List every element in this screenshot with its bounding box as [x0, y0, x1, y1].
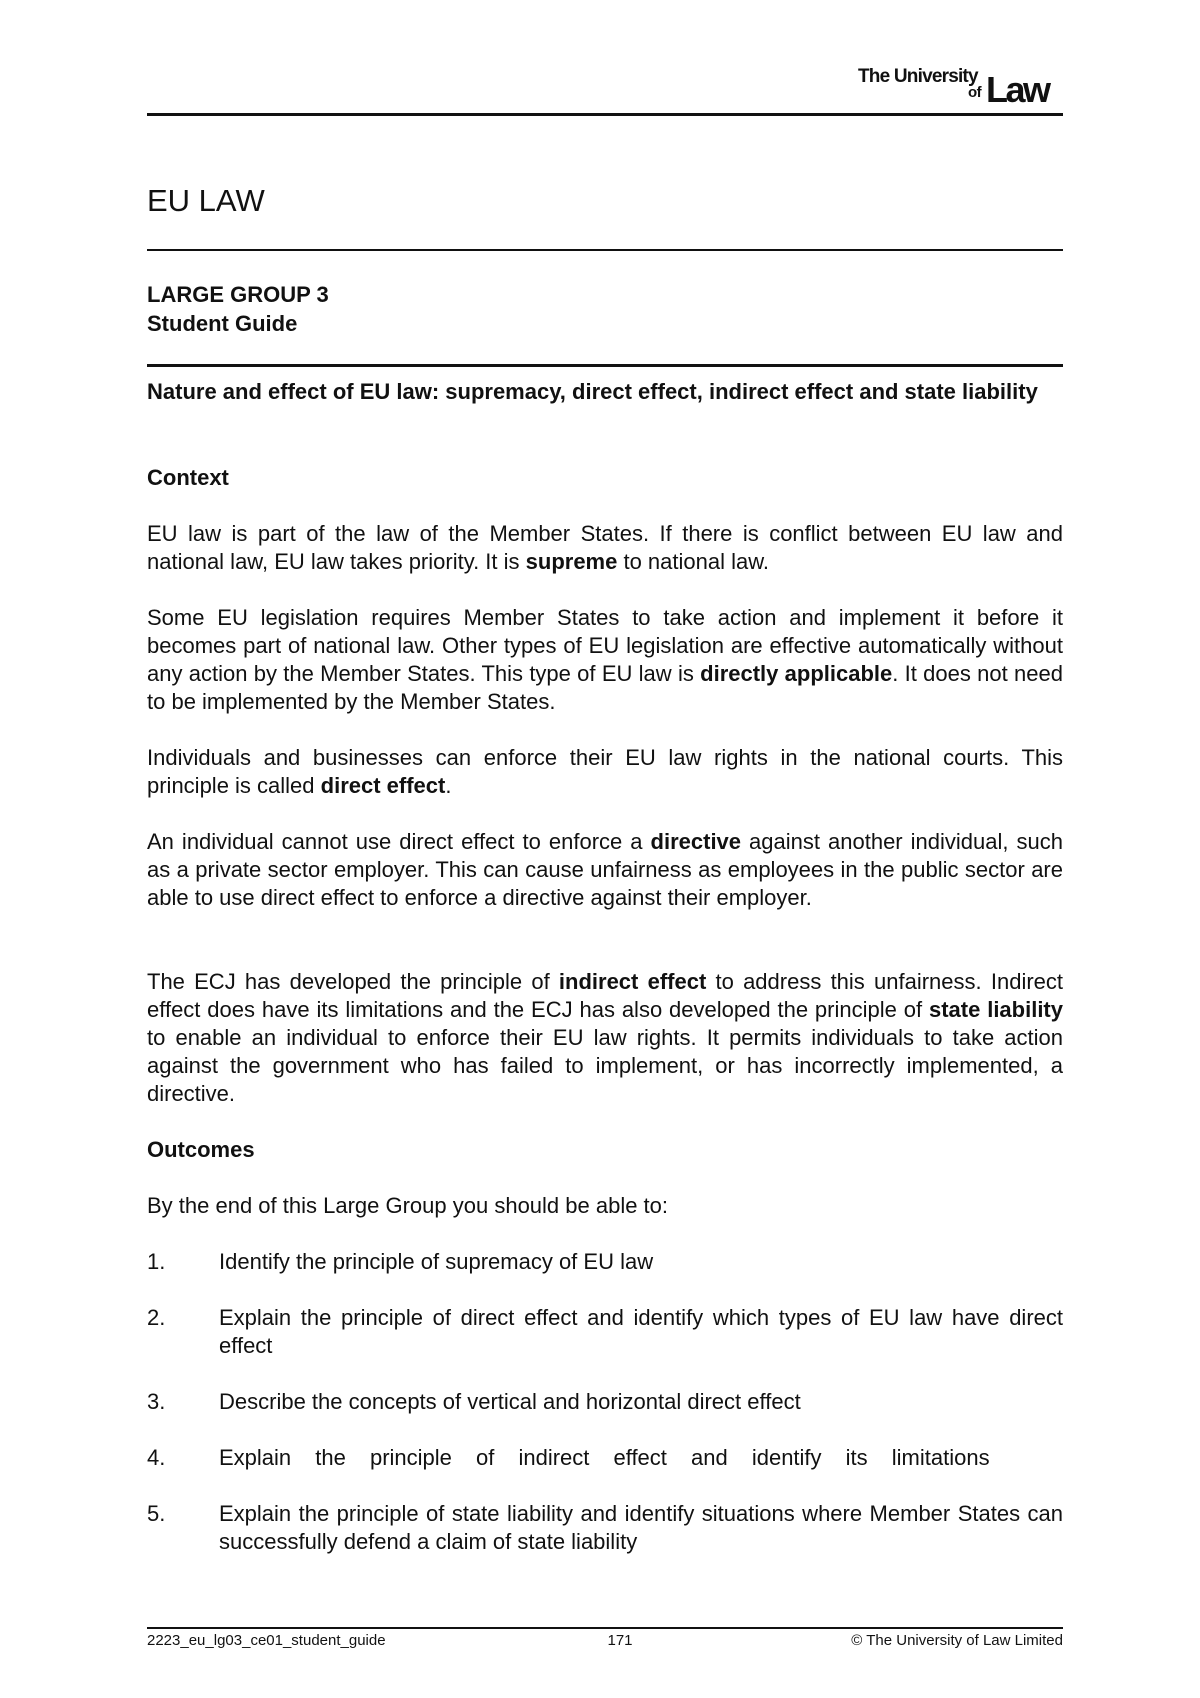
footer-page-number: 171 [607, 1632, 633, 1649]
list-item-number: 2. [147, 1305, 166, 1330]
list-item-text: Explain the principle of state liability and identify situations where Member States can successfully defend a claim of state liability [219, 1501, 1063, 1554]
header-rule [147, 113, 1063, 116]
list-item-text: Explain the principle of direct effect and identify which types of EU law have direct effect [219, 1305, 1063, 1358]
logo-line-3: Law [986, 69, 1049, 110]
context-paragraph-1: EU law is part of the law of the Member States. If there is conflict between EU law and national law, EU law takes priority. It is supreme to national law. [147, 521, 1063, 574]
footer-document-code: 2223_eu_lg03_ce01_student_guide [147, 1632, 386, 1649]
outcomes-intro: By the end of this Large Group you should be able to: [147, 1193, 669, 1218]
context-paragraph-2: Some EU legislation requires Member States to take action and implement it before it becomes part of national law. Other types of EU legislation are effective automatically without any action by the Member States. This type of EU law is directly applicable. It does not need to be implemented by the Member States. [147, 605, 1063, 714]
list-item-number: 1. [147, 1249, 166, 1274]
list-item-number: 4. [147, 1445, 166, 1470]
logo-line-1: The University [858, 66, 978, 87]
group-label [147, 280, 1063, 338]
topic-heading: Nature and effect of EU law: supremacy, direct effect, indirect effect and state liability [147, 379, 1038, 404]
outcomes-heading: Outcomes [147, 1137, 255, 1162]
context-paragraph-3: Individuals and businesses can enforce their EU law rights in the national courts. This principle is called direct effect. [147, 745, 1063, 798]
context-paragraph-5: The ECJ has developed the principle of indirect effect to address this unfairness. Indirect effect does have its limitations and the ECJ has also developed the principle of state liability to enable an individual to enforce their EU law rights. It permits individuals to take action against the government who has failed to implement, or has incorrectly implemented, a directive. [147, 969, 1064, 1106]
section-rule [147, 364, 1063, 367]
context-paragraph-4: An individual cannot use direct effect to enforce a directive against another individual, such as a private sector employer. This can cause unfairness as employees in the public sector are able to use direct effect to enforce a directive against their employer. [147, 829, 1063, 910]
logo-line-2: of [968, 84, 982, 101]
list-item-number: 3. [147, 1389, 166, 1414]
group-number: LARGE GROUP 3 [147, 282, 329, 307]
list-item-text: Describe the concepts of vertical and horizontal direct effect [219, 1389, 801, 1414]
footer-copyright: © The University of Law Limited [851, 1632, 1063, 1649]
list-item-text: Explain the principle of indirect effect and identify its limitations [219, 1445, 990, 1470]
context-heading: Context [147, 465, 229, 490]
list-item-text: Identify the principle of supremacy of EU law [219, 1249, 654, 1274]
title-rule [147, 249, 1063, 251]
footer-rule [147, 1627, 1063, 1629]
page-title: EU LAW [147, 183, 265, 218]
university-logo [858, 66, 1064, 110]
list-item-number: 5. [147, 1501, 166, 1526]
guide-type: Student Guide [147, 311, 298, 336]
